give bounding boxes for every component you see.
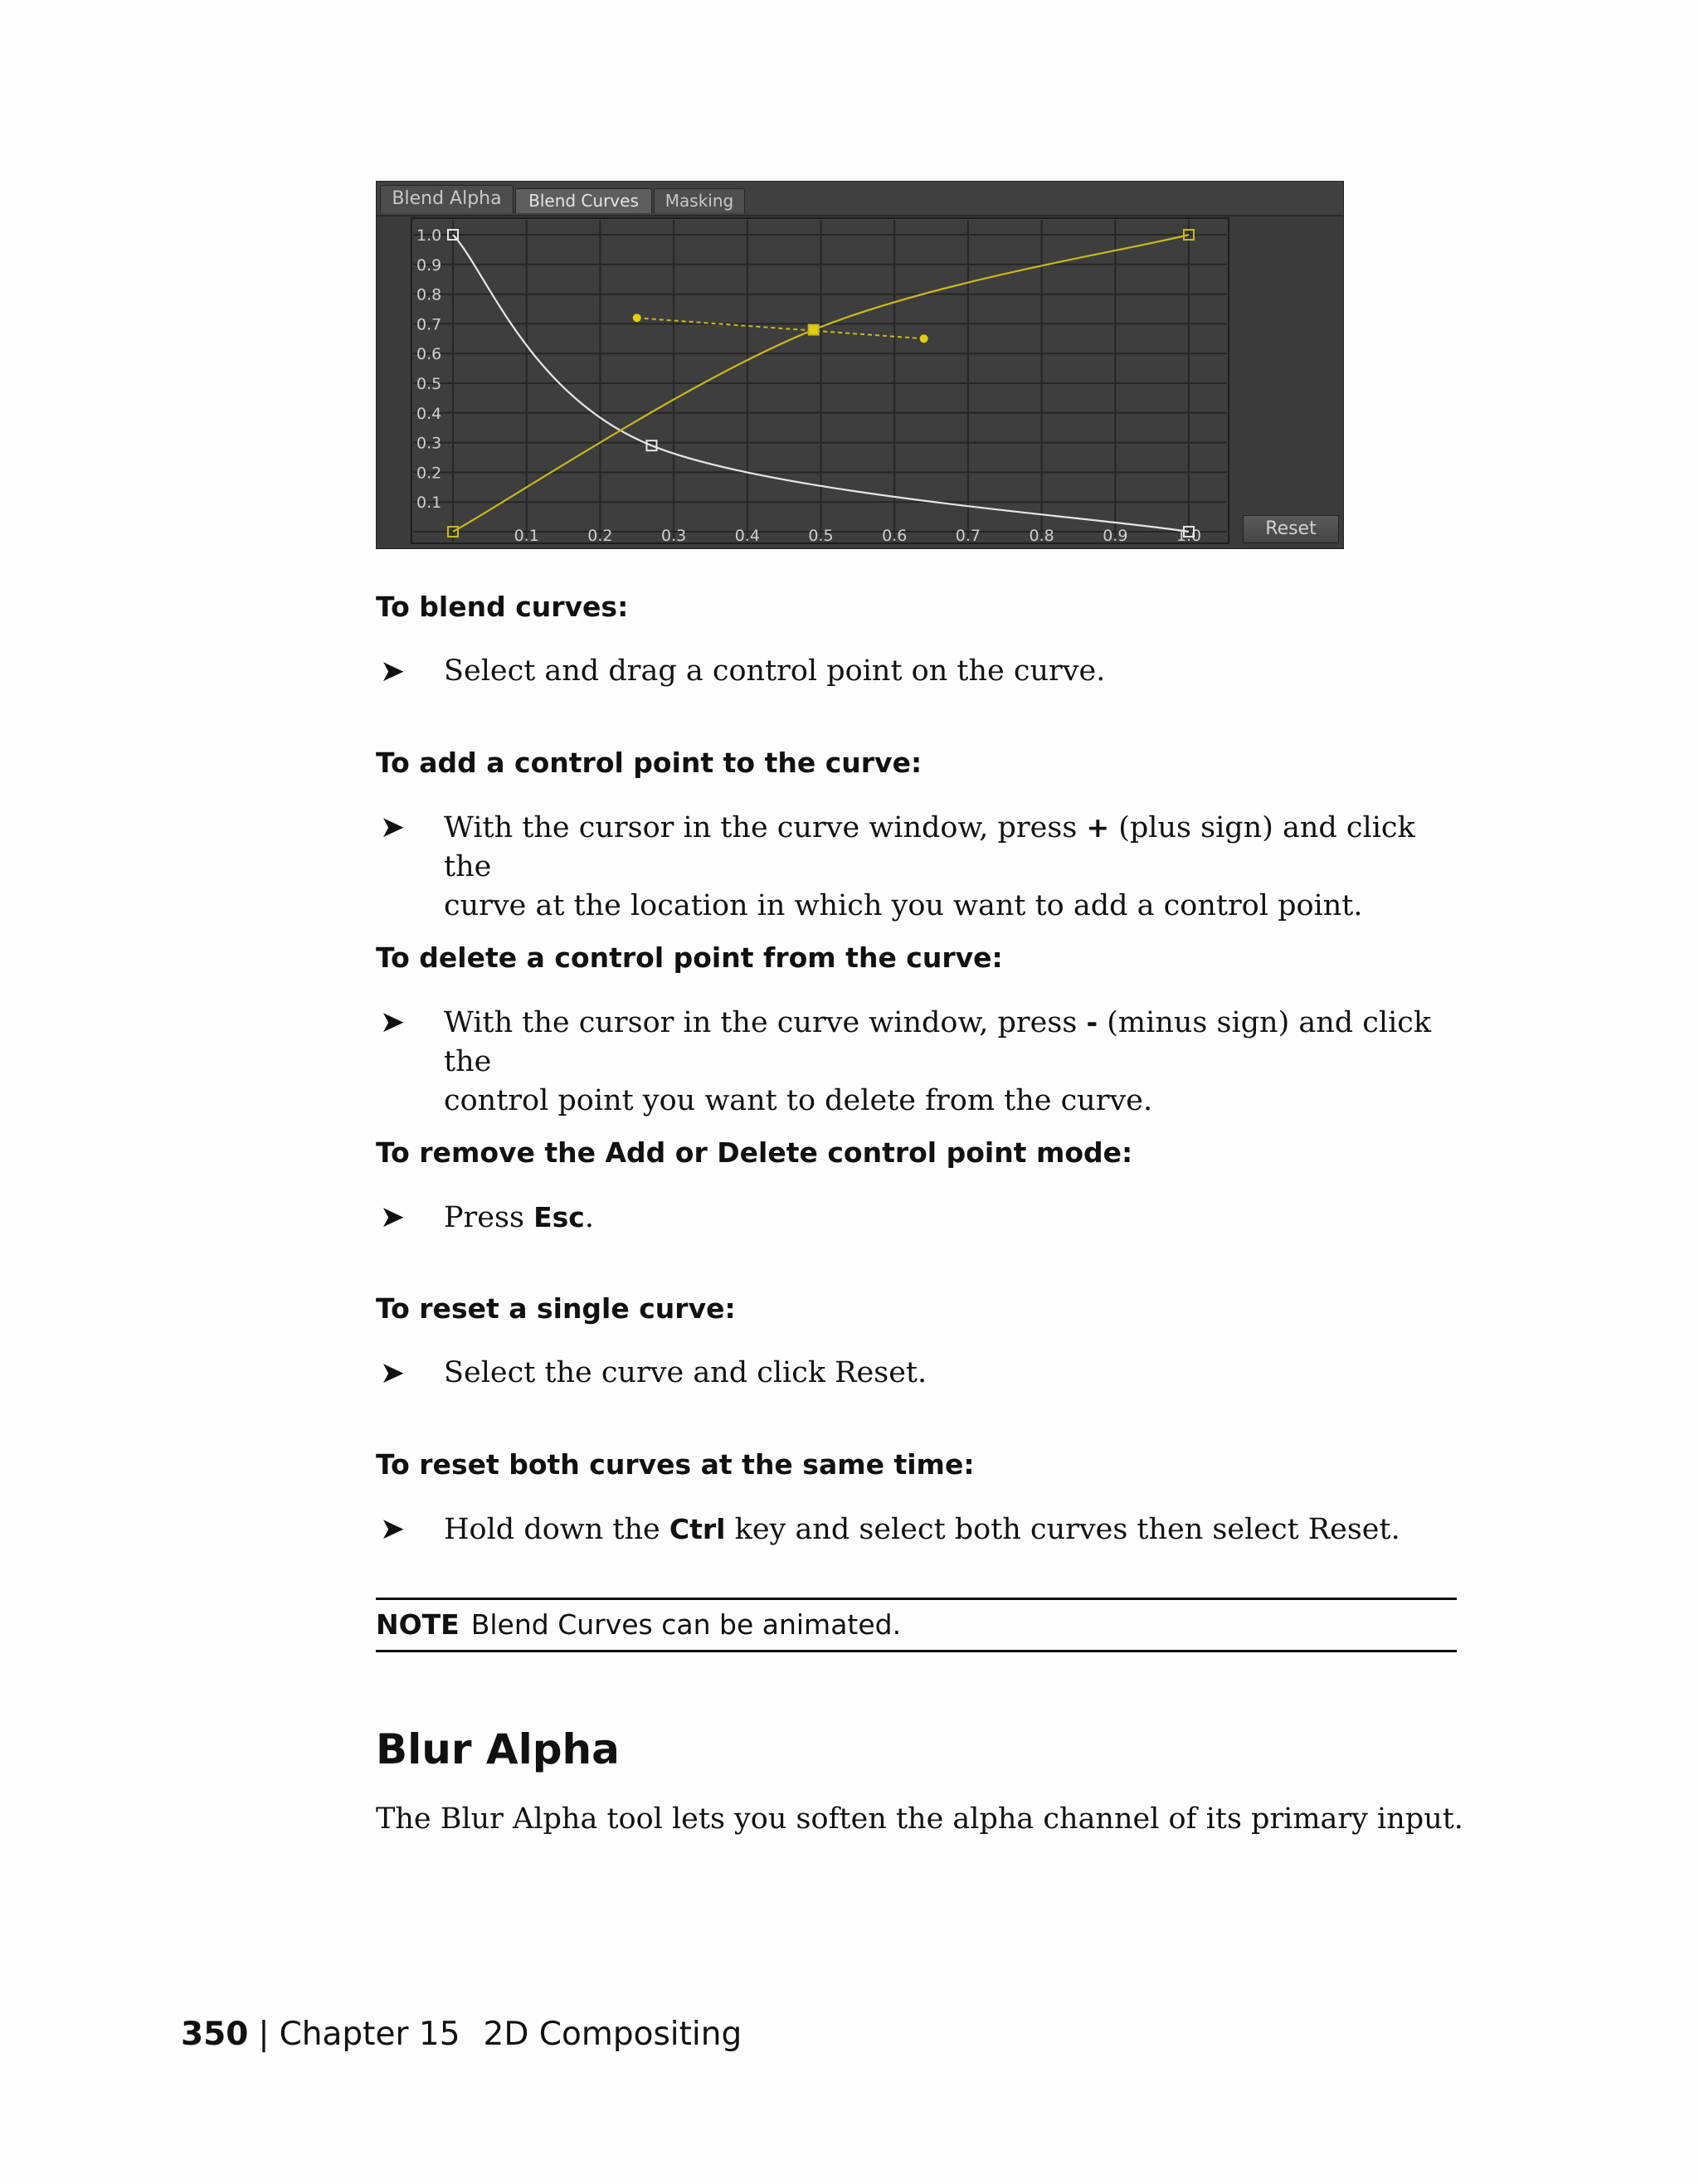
- y-tick-label: 0.5: [416, 375, 442, 393]
- key-esc: Esc: [533, 1201, 585, 1233]
- y-tick-label: 0.9: [416, 255, 442, 275]
- section-title: Blur Alpha: [376, 1725, 620, 1773]
- x-tick-label: 0.6: [882, 527, 908, 545]
- section-body: The Blur Alpha tool lets you soften the alpha channel of its primary input.: [376, 1802, 1463, 1836]
- step-text: Press Esc.: [444, 1201, 594, 1234]
- curve-graph[interactable]: [377, 182, 1343, 548]
- heading-reset-both: To reset both curves at the same time:: [376, 1448, 975, 1481]
- arrow-bullet-icon: ➤: [380, 810, 406, 844]
- chapter-title: 2D Compositing: [483, 2016, 742, 2053]
- tab-blend-curves[interactable]: Blend Curves: [515, 188, 652, 213]
- arrow-bullet-icon: ➤: [380, 1512, 406, 1546]
- heading-delete-point: To delete a control point from the curve:: [376, 941, 1003, 974]
- x-tick-label: 0.3: [660, 527, 687, 545]
- x-tick-label: 0.1: [514, 527, 539, 545]
- y-tick-label: 0.1: [416, 494, 442, 513]
- y-tick-label: 0.7: [416, 315, 442, 334]
- step-text: With the cursor in the curve window, press - (minus sign) and click the control point you want to delete from the curve.: [444, 1006, 1432, 1117]
- step-text: Select and drag a control point on the curve.: [444, 654, 1106, 688]
- y-tick-label: 0.6: [416, 345, 442, 364]
- y-tick-label: 0.8: [416, 285, 442, 304]
- reset-button[interactable]: Reset: [1243, 515, 1339, 543]
- key-minus: -: [1086, 1006, 1098, 1038]
- arrow-bullet-icon: ➤: [380, 1005, 406, 1039]
- step-text: Hold down the Ctrl key and select both curves then select Reset.: [444, 1513, 1400, 1546]
- tab-blend-alpha[interactable]: Blend Alpha: [380, 185, 514, 213]
- x-tick-label: 0.8: [1029, 527, 1054, 545]
- y-tick-label: 0.4: [416, 404, 442, 423]
- heading-blend-curves: To blend curves:: [376, 591, 629, 623]
- control-point: [809, 325, 819, 335]
- x-tick-label: 0.7: [955, 527, 981, 545]
- x-tick-label: 0.2: [587, 527, 613, 545]
- key-plus: +: [1086, 811, 1110, 844]
- note-box: [376, 1598, 1457, 1652]
- y-tick-label: 0.3: [416, 434, 442, 453]
- x-tick-label: 0.9: [1103, 527, 1128, 545]
- chapter-label: Chapter 15: [279, 2016, 460, 2053]
- blend-curves-panel: [376, 181, 1344, 549]
- heading-remove-mode: To remove the Add or Delete control point mode:: [376, 1136, 1133, 1169]
- page-number: 350: [181, 2016, 249, 2053]
- x-tick-label: 1.0: [1176, 527, 1202, 545]
- note-text: Blend Curves can be animated.: [470, 1608, 902, 1641]
- step-text: With the cursor in the curve window, press + (plus sign) and click the curve at the location in which you want to add a control point.: [444, 811, 1415, 922]
- note-label: NOTE: [376, 1608, 460, 1641]
- arrow-bullet-icon: ➤: [380, 1200, 406, 1234]
- x-tick-label: 0.5: [808, 527, 834, 545]
- x-tick-label: 0.4: [734, 527, 760, 545]
- key-ctrl: Ctrl: [669, 1513, 726, 1545]
- tangent-handle: [920, 334, 928, 343]
- y-tick-label: 1.0: [416, 226, 442, 245]
- tangent-handle: [633, 314, 641, 322]
- step-text: Select the curve and click Reset.: [444, 1356, 927, 1389]
- arrow-bullet-icon: ➤: [380, 1356, 406, 1390]
- page-footer: [181, 2016, 742, 2053]
- y-tick-label: 0.2: [416, 464, 442, 483]
- heading-add-point: To add a control point to the curve:: [376, 747, 923, 779]
- tab-masking[interactable]: Masking: [654, 188, 745, 213]
- footer-separator: |: [258, 2016, 270, 2053]
- arrow-bullet-icon: ➤: [380, 654, 406, 688]
- heading-reset-single: To reset a single curve:: [376, 1292, 736, 1325]
